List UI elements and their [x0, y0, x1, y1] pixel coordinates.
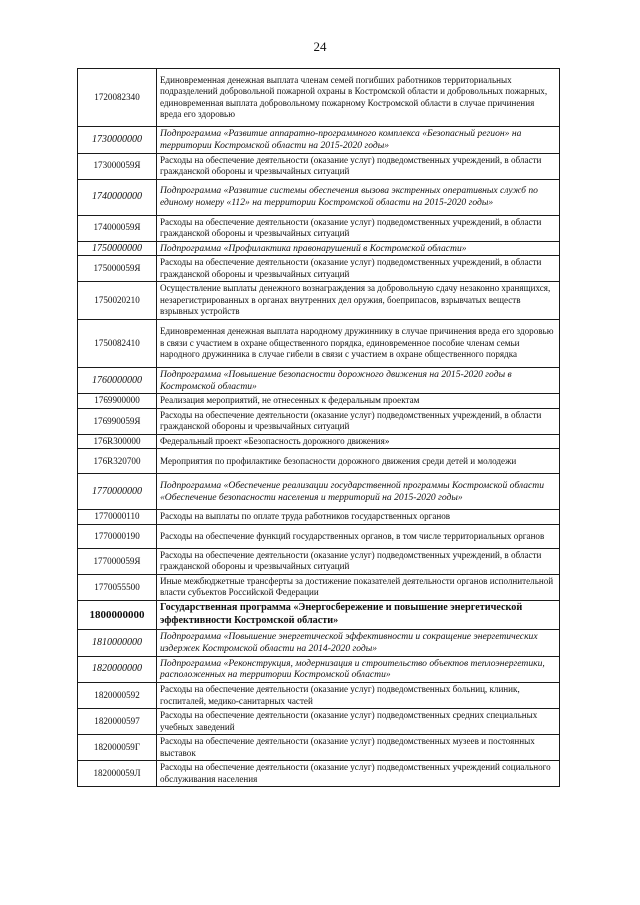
- target-article-description: Мероприятия по профилактике безопасности дорожного движения среди детей и молодежи: [157, 449, 560, 474]
- target-article-code: 1760000000: [78, 367, 157, 394]
- target-article-code: 1740000000: [78, 179, 157, 215]
- target-article-code: 182000059Л: [78, 761, 157, 787]
- table-row: [78, 179, 560, 215]
- target-article-description: Подпрограмма «Реконструкция, модернизация и строительство объектов теплоэнергетики, расположенных на территории Костромской области»: [157, 656, 560, 683]
- target-article-code: 1720082340: [78, 69, 157, 127]
- target-article-description: Расходы на обеспечение функций государственных органов, в том числе территориальных органов: [157, 524, 560, 548]
- target-article-description: Подпрограмма «Обеспечение реализации государственной программы Костромской области «Обеспечение безопасности населения и территорий на 2015-2020 годы»: [157, 474, 560, 510]
- table-row: [78, 683, 560, 709]
- table-body: [78, 69, 560, 787]
- table-row: [78, 510, 560, 525]
- table-row: [78, 408, 560, 434]
- target-article-description: Единовременная денежная выплата членам семей погибших работников территориальных подразделений добровольной пожарной охраны в Костромской области и добровольных пожарных, единовременная выплата добровольному пожарному Костромской области в случае причинения вреда его здоровью: [157, 69, 560, 127]
- target-article-code: 1750082410: [78, 319, 157, 367]
- table-row: [78, 761, 560, 787]
- table-row: [78, 629, 560, 656]
- table-row: [78, 153, 560, 179]
- table-row: [78, 394, 560, 409]
- target-article-description: Единовременная денежная выплата народному дружиннику в случае причинения вреда его здоровью в связи с участием в охране общественного порядка, единовременное пособие членам семьи народного дружинника в случае гибели в связи с участием в охране общественного порядка: [157, 319, 560, 367]
- target-article-description: Расходы на обеспечение деятельности (оказание услуг) подведомственных больниц, клиник, госпиталей, медико-санитарных частей: [157, 683, 560, 709]
- page-number: 24: [313, 39, 327, 54]
- table-row: [78, 127, 560, 154]
- table-row: [78, 709, 560, 735]
- table-row: [78, 256, 560, 282]
- table-row: [78, 319, 560, 367]
- target-article-code: 1769900000: [78, 394, 157, 409]
- target-article-description: Подпрограмма «Повышение энергетической эффективности и сокращение энергетических издержек Костромской области на 2014-2020 годы»: [157, 629, 560, 656]
- target-article-description: Подпрограмма «Развитие аппаратно-программного комплекса «Безопасный регион» на территории Костромской области на 2015-2020 годы»: [157, 127, 560, 154]
- table-row: [78, 548, 560, 574]
- target-article-code: 1750020210: [78, 282, 157, 320]
- target-article-code: 176R300000: [78, 434, 157, 449]
- target-article-description: Расходы на обеспечение деятельности (оказание услуг) подведомственных музеев и постоянных выставок: [157, 735, 560, 761]
- target-article-description: Иные межбюджетные трансферты за достижение показателей деятельности органов исполнительной власти субъектов Российской Федерации: [157, 574, 560, 600]
- target-article-code: 1730000000: [78, 127, 157, 154]
- target-article-description: Государственная программа «Энергосбережение и повышение энергетической эффективности Костромской области»: [157, 600, 560, 629]
- target-article-description: Расходы на обеспечение деятельности (оказание услуг) подведомственных учреждений, в области гражданской обороны и чрезвычайных ситуаций: [157, 256, 560, 282]
- table-row: [78, 474, 560, 510]
- target-article-description: Подпрограмма «Развитие системы обеспечения вызова экстренных оперативных служб по единому номеру «112» на территории Костромской области на 2015-2020 годы»: [157, 179, 560, 215]
- target-article-description: Подпрограмма «Повышение безопасности дорожного движения на 2015-2020 годы в Костромской области»: [157, 367, 560, 394]
- budget-classification-table: [77, 68, 560, 787]
- table-row: [78, 656, 560, 683]
- table-row: [78, 241, 560, 256]
- target-article-description: Расходы на обеспечение деятельности (оказание услуг) подведомственных учреждений социального обслуживания населения: [157, 761, 560, 787]
- table-row: [78, 69, 560, 127]
- table-row: [78, 574, 560, 600]
- target-article-code: 177000059Я: [78, 548, 157, 574]
- target-article-code: 1820000000: [78, 656, 157, 683]
- target-article-code: 1810000000: [78, 629, 157, 656]
- target-article-code: 1820000597: [78, 709, 157, 735]
- target-article-code: 173000059Я: [78, 153, 157, 179]
- target-article-description: Расходы на обеспечение деятельности (оказание услуг) подведомственных учреждений, в области гражданской обороны и чрезвычайных ситуаций: [157, 408, 560, 434]
- table-row: [78, 600, 560, 629]
- target-article-code: 182000059Г: [78, 735, 157, 761]
- target-article-description: Реализация мероприятий, не отнесенных к федеральным проектам: [157, 394, 560, 409]
- target-article-code: 176990059Я: [78, 408, 157, 434]
- target-article-code: 1770055500: [78, 574, 157, 600]
- target-article-code: 174000059Я: [78, 215, 157, 241]
- target-article-code: 1750000000: [78, 241, 157, 256]
- target-article-code: 1770000000: [78, 474, 157, 510]
- target-article-description: Осуществление выплаты денежного вознаграждения за добровольную сдачу незаконно хранящихся, незарегистрированных в органах внутренних дел оружия, боеприпасов, взрывчатых веществ взрывных устройств: [157, 282, 560, 320]
- target-article-description: Расходы на обеспечение деятельности (оказание услуг) подведомственных средних специальных учебных заведений: [157, 709, 560, 735]
- target-article-code: 175000059Я: [78, 256, 157, 282]
- table-row: [78, 367, 560, 394]
- table-row: [78, 449, 560, 474]
- target-article-code: 1770000190: [78, 524, 157, 548]
- table-row: [78, 282, 560, 320]
- target-article-code: 1820000592: [78, 683, 157, 709]
- target-article-code: 1800000000: [78, 600, 157, 629]
- target-article-description: Расходы на обеспечение деятельности (оказание услуг) подведомственных учреждений, в области гражданской обороны и чрезвычайных ситуаций: [157, 548, 560, 574]
- target-article-code: 176R320700: [78, 449, 157, 474]
- target-article-description: Расходы на обеспечение деятельности (оказание услуг) подведомственных учреждений, в области гражданской обороны и чрезвычайных ситуаций: [157, 153, 560, 179]
- target-article-description: Подпрограмма «Профилактика правонарушений в Костромской области»: [157, 241, 560, 256]
- table-row: [78, 524, 560, 548]
- table-row: [78, 735, 560, 761]
- target-article-description: Расходы на обеспечение деятельности (оказание услуг) подведомственных учреждений, в области гражданской обороны и чрезвычайных ситуаций: [157, 215, 560, 241]
- table-row: [78, 434, 560, 449]
- target-article-description: Федеральный проект «Безопасность дорожного движения»: [157, 434, 560, 449]
- table-row: [78, 215, 560, 241]
- target-article-description: Расходы на выплаты по оплате труда работников государственных органов: [157, 510, 560, 525]
- target-article-code: 1770000110: [78, 510, 157, 525]
